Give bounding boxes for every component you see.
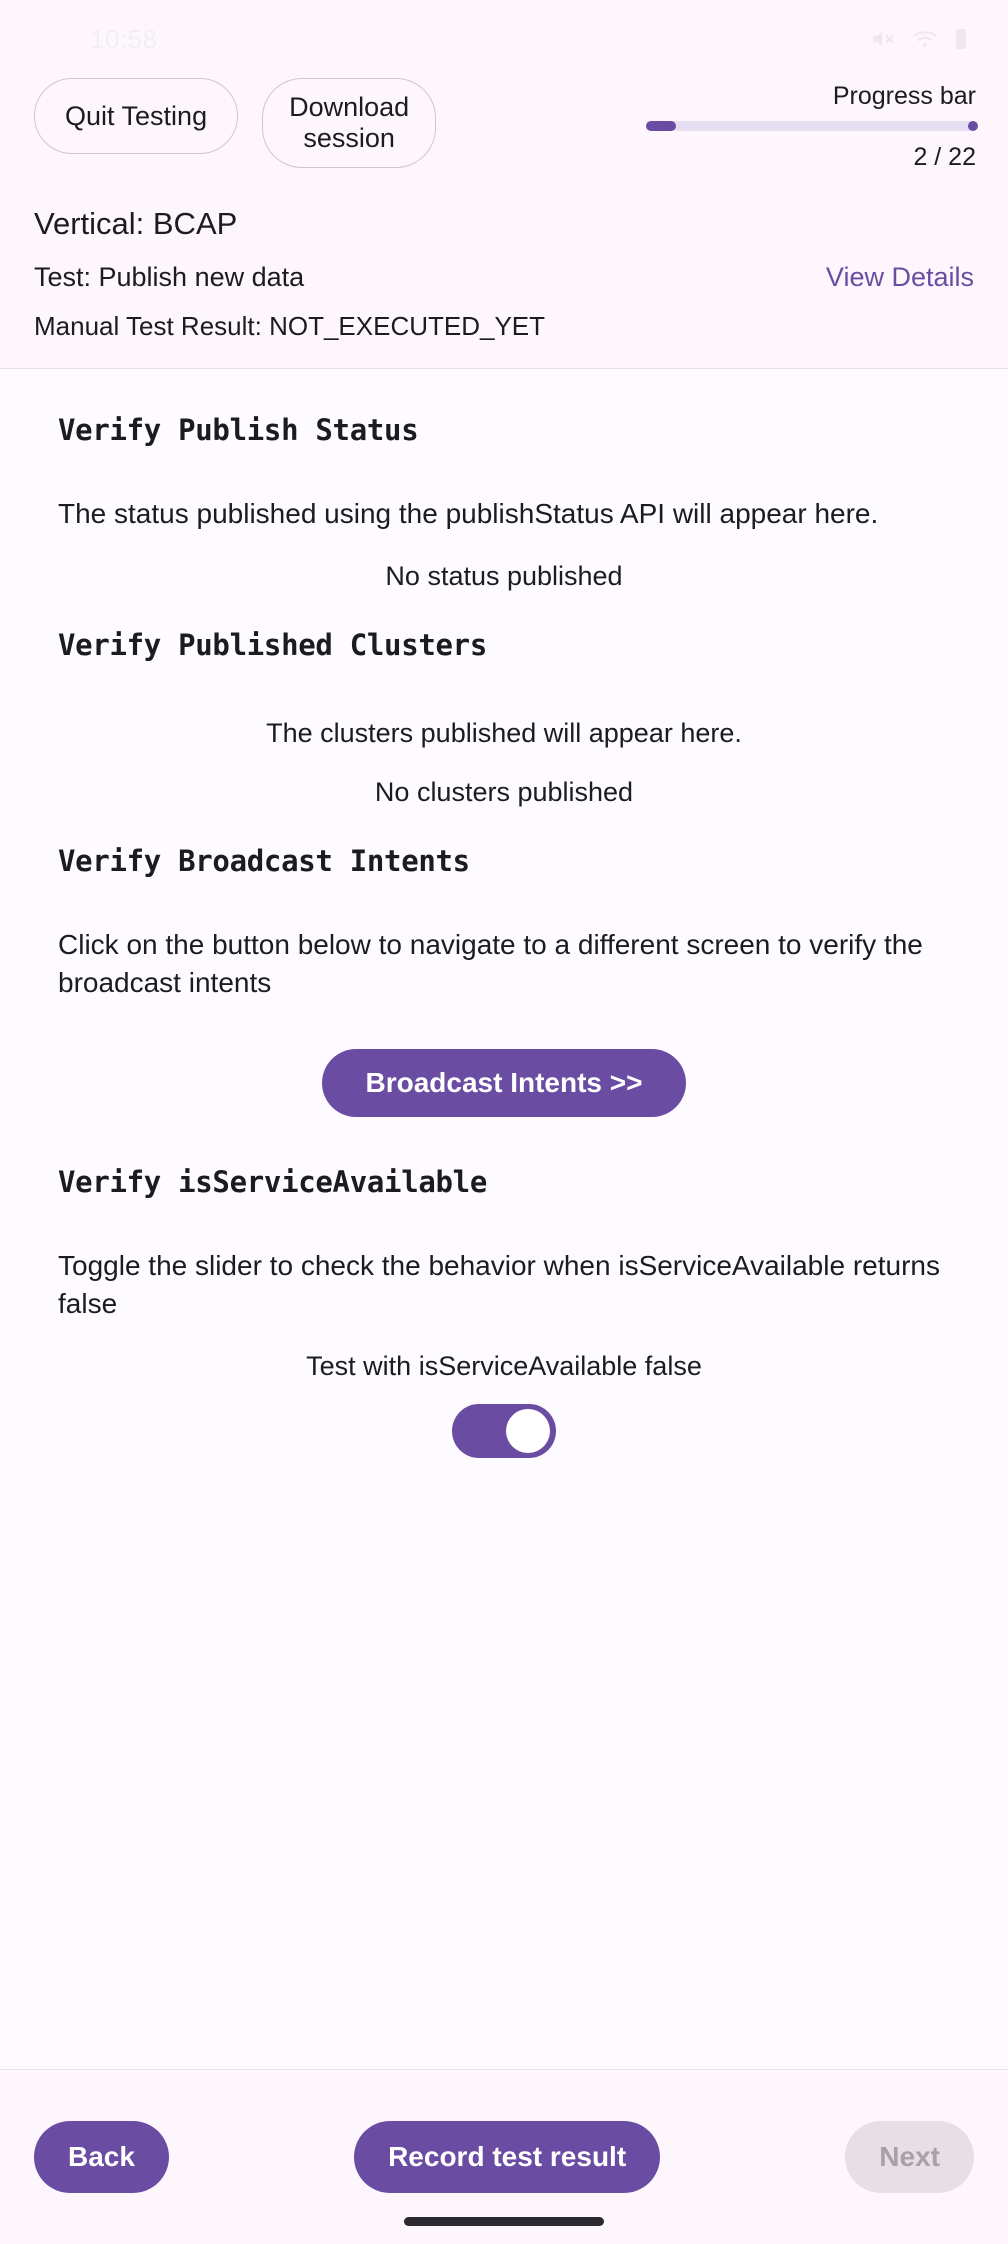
bottom-nav-bar [0, 2069, 1008, 2244]
download-session-button[interactable] [262, 78, 436, 168]
vertical-title: Vertical: BCAP [34, 206, 238, 241]
download-session-label-line2: session [303, 123, 395, 153]
progress-bar-group [646, 78, 976, 172]
status-icons [870, 27, 968, 51]
progress-count: 2 / 22 [913, 143, 976, 171]
manual-test-result: Manual Test Result: NOT_EXECUTED_YET [34, 311, 546, 341]
published-clusters-description: The clusters published will appear here. [266, 717, 742, 748]
home-indicator [404, 2217, 604, 2226]
next-button: Next [845, 2121, 974, 2193]
test-name: Test: Publish new data [34, 262, 305, 292]
back-button[interactable]: Back [34, 2121, 169, 2193]
section-heading-publish-status: Verify Publish Status [58, 413, 419, 447]
status-time: 10:58 [90, 23, 158, 54]
progress-fill [646, 121, 676, 131]
is-service-available-toggle[interactable] [452, 1404, 556, 1458]
progress-bar-label: Progress bar [832, 82, 976, 110]
is-service-available-description: Toggle the slider to check the behavior when isServiceAvailable returns false [58, 1250, 940, 1320]
publish-status-value: No status published [385, 560, 623, 591]
progress-end-dot [968, 121, 978, 131]
record-test-result-button[interactable]: Record test result [354, 2121, 660, 2193]
broadcast-intents-button[interactable]: Broadcast Intents >> [322, 1049, 687, 1117]
progress-track [646, 121, 976, 131]
broadcast-intents-description: Click on the button below to navigate to a different screen to verify the broadcast intents [58, 928, 923, 998]
quit-testing-button[interactable]: Quit Testing [34, 78, 238, 154]
test-content-scroll[interactable] [0, 369, 1008, 1461]
progress-bar[interactable] [646, 121, 976, 131]
battery-icon [954, 27, 968, 51]
status-bar [0, 0, 1008, 78]
wifi-icon [912, 29, 938, 49]
test-row [34, 262, 974, 293]
publish-status-description: The status published using the publishStatus API will appear here. [58, 498, 879, 529]
published-clusters-value: No clusters published [374, 776, 634, 807]
mute-icon [870, 28, 896, 50]
toggle-knob [506, 1409, 550, 1453]
is-service-available-toggle-wrap [0, 1404, 1008, 1458]
section-heading-is-service-available: Verify isServiceAvailable [58, 1165, 487, 1200]
view-details-link[interactable]: View Details [825, 262, 974, 292]
download-session-label-line1: Download [289, 91, 410, 122]
section-heading-broadcast-intents: Verify Broadcast Intents [58, 843, 470, 878]
is-service-available-toggle-label: Test with isServiceAvailable false [306, 1350, 702, 1381]
top-controls [0, 78, 1008, 190]
test-header [0, 190, 1008, 369]
section-heading-published-clusters: Verify Published Clusters [58, 627, 487, 662]
